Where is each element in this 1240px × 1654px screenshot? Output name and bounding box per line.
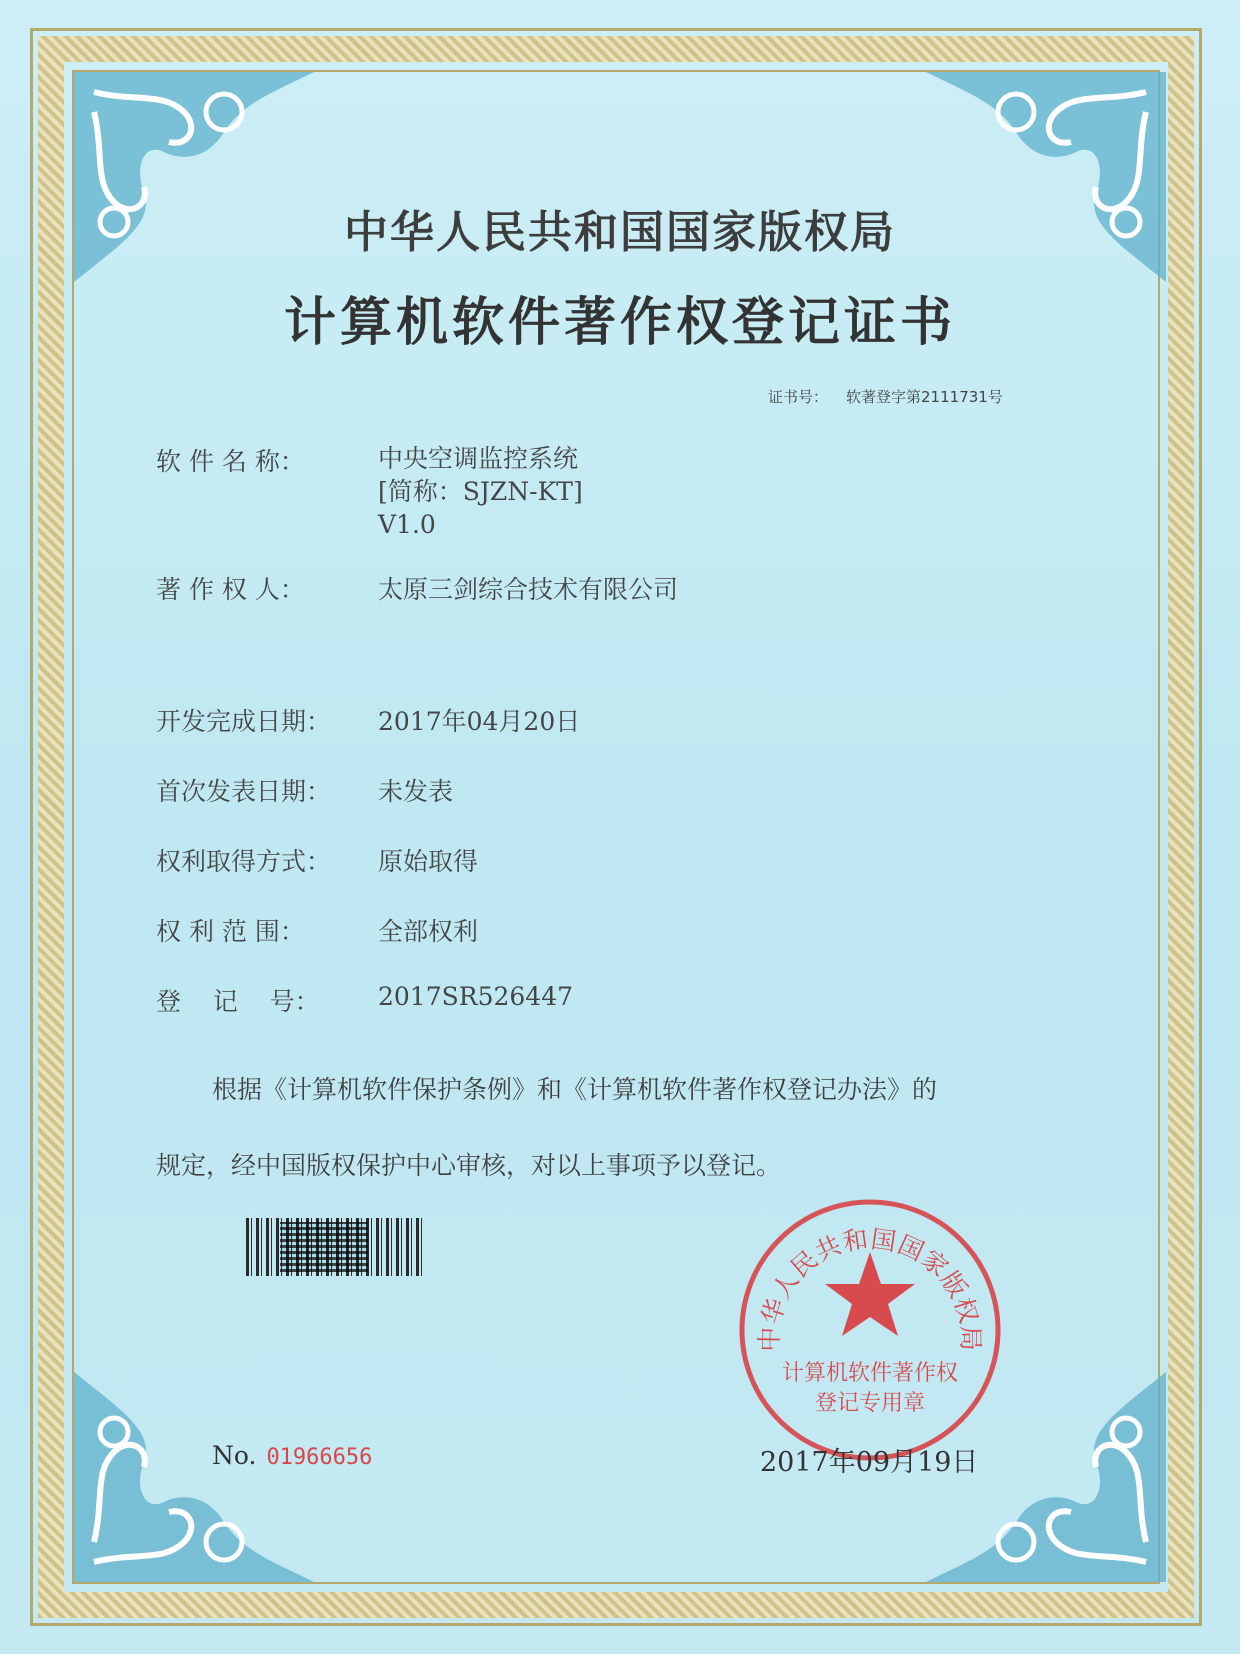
qr-code xyxy=(280,1222,368,1272)
seal-inner-line-2: 登记专用章 xyxy=(814,1391,926,1416)
field-value: 全部权利 xyxy=(378,917,479,946)
field-scope xyxy=(156,912,478,948)
seal-ring-text: 中华人民共和国国家版权局 xyxy=(754,1224,986,1352)
corner-ornament-bottom-left xyxy=(74,1372,314,1582)
field-copyright-owner xyxy=(156,570,678,606)
serial-value: 01966656 xyxy=(266,1445,373,1470)
field-label: 开发完成日期： xyxy=(156,707,332,736)
field-software-name xyxy=(156,442,583,541)
certificate-number-value: 软著登字第2111731号 xyxy=(846,388,1003,406)
statement-line-1: 根据《计算机软件保护条例》和《计算机软件著作权登记办法》的 xyxy=(212,1075,938,1104)
official-seal xyxy=(730,1190,1010,1470)
field-value: 太原三剑综合技术有限公司 xyxy=(378,575,679,604)
seal-star-icon xyxy=(825,1252,915,1336)
field-acquisition xyxy=(156,842,478,878)
serial-number xyxy=(212,1441,372,1470)
field-value xyxy=(378,442,583,541)
field-label: 权 利 范 围： xyxy=(156,917,305,946)
barcode xyxy=(246,1218,422,1276)
certificate-title: 计算机软件著作权登记证书 xyxy=(283,292,956,353)
field-value: 2017年04月20日 xyxy=(378,707,581,736)
issue-date: 2017年09月19日 xyxy=(760,1447,979,1478)
serial-label: No. xyxy=(212,1441,257,1470)
software-version-line: V1.0 xyxy=(378,510,436,539)
software-name-line: 中央空调监控系统 xyxy=(378,444,579,473)
statement-line-2: 规定，经中国版权保护中心审核，对以上事项予以登记。 xyxy=(156,1151,782,1180)
field-value: 未发表 xyxy=(378,777,454,806)
field-completion-date xyxy=(156,702,580,738)
software-abbrev-line: [简称：SJZN-KT] xyxy=(378,477,583,506)
field-value: 2017SR526447 xyxy=(378,982,574,1011)
field-first-publication xyxy=(156,772,453,808)
certificate-number xyxy=(768,386,1021,407)
field-label: 著 作 权 人： xyxy=(156,575,305,604)
field-registration-no xyxy=(156,982,573,1018)
field-label: 登 记 号： xyxy=(156,987,320,1016)
field-label: 首次发表日期： xyxy=(156,777,332,806)
field-label: 权利取得方式： xyxy=(156,847,332,876)
field-label: 软 件 名 称： xyxy=(156,447,305,476)
seal-inner-line-1: 计算机软件著作权 xyxy=(781,1361,959,1386)
certificate-number-label: 证书号： xyxy=(768,388,829,406)
field-value: 原始取得 xyxy=(378,847,479,876)
issuer-title: 中华人民共和国国家版权局 xyxy=(344,207,896,258)
